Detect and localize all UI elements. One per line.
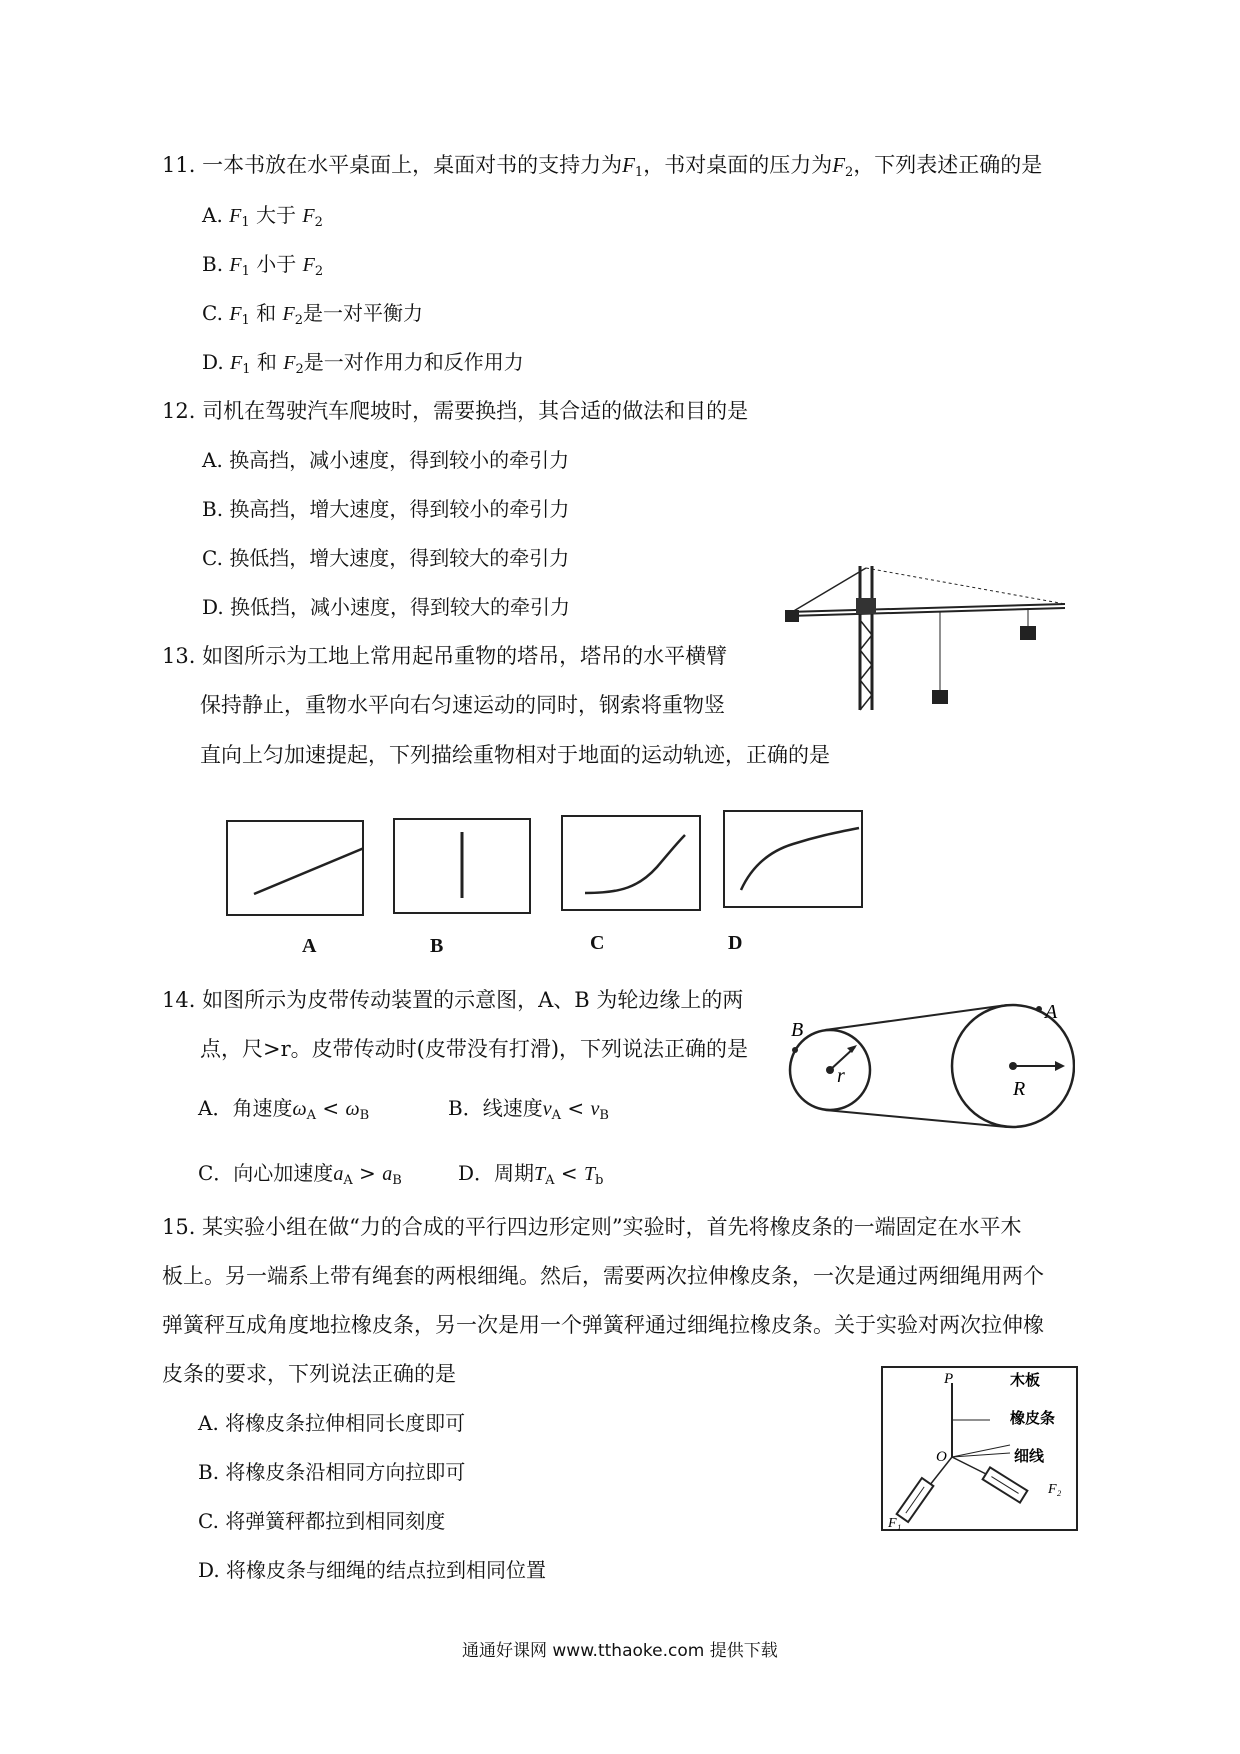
label-f1: F₁ [888, 1516, 902, 1531]
point-label-p: P [944, 1371, 954, 1387]
q14-option-d: D．周期$T_A < T_b$ [458, 1161, 604, 1188]
q14-option-b: B．线速度$v_A < v_B$ [448, 1096, 609, 1123]
trajectory-label-d: D [728, 932, 743, 954]
q11-option-b: B. $F_1$ 小于 $F_2$ [202, 252, 324, 279]
q11-option-d: D. $F_1$ 和 $F_2$是一对作用力和反作用力 [202, 350, 524, 377]
q12-option-b: B. 换高挡，增大速度，得到较小的牵引力 [202, 497, 570, 521]
q12-option-a: A. 换高挡，减小速度，得到较小的牵引力 [202, 448, 570, 472]
q14-option-a: A．角速度$\omega_A < \omega_B$ [198, 1096, 370, 1123]
q15-option-a: A. 将橡皮条拉伸相同长度即可 [198, 1411, 466, 1435]
label-board: 木板 [1010, 1373, 1041, 1389]
q13-line-3: 直向上匀加速提起，下列描绘重物相对于地面的运动轨迹，正确的是 [200, 743, 830, 767]
q15-option-d: D. 将橡皮条与细绳的结点拉到相同位置 [198, 1558, 547, 1582]
q11-option-c: C. $F_1$ 和 $F_2$是一对平衡力 [202, 301, 424, 328]
radius-label-r: r [837, 1065, 845, 1087]
trajectory-figure-c [561, 815, 701, 911]
trajectory-figure-d [723, 810, 863, 908]
footer-source: 通通好课网 www.tthaoke.com 提供下载 [462, 1641, 778, 1661]
q14-line-2: 点，尺>r。皮带传动时(皮带没有打滑)，下列说法正确的是 [200, 1037, 749, 1061]
tower-crane-illustration [780, 560, 1070, 720]
label-string: 细线 [1014, 1449, 1045, 1465]
q12-stem: 12. 司机在驾驶汽车爬坡时，需要换挡，其合适的做法和目的是 [162, 399, 749, 423]
q15-line-1: 15. 某实验小组在做“力的合成的平行四边形定则”实验时，首先将橡皮条的一端固定在水平木 [162, 1215, 1022, 1239]
radius-label-R: R [1013, 1078, 1026, 1100]
trajectory-figure-a [226, 820, 364, 916]
q12-option-d: D. 换低挡，减小速度，得到较大的牵引力 [202, 595, 571, 619]
q13-line-1: 13. 如图所示为工地上常用起吊重物的塔吊，塔吊的水平横臂 [162, 644, 728, 668]
q14-option-c: C．向心加速度$a_A > a_B$ [198, 1161, 402, 1188]
q15-line-2: 板上。另一端系上带有绳套的两根细绳。然后，需要两次拉伸橡皮条，一次是通过两细绳用两个 [162, 1264, 1044, 1288]
q13-line-2: 保持静止，重物水平向右匀速运动的同时，钢索将重物竖 [200, 693, 725, 717]
trajectory-label-c: C [590, 932, 605, 954]
q15-option-b: B. 将橡皮条沿相同方向拉即可 [198, 1460, 466, 1484]
label-rubber-band: 橡皮条 [1010, 1411, 1056, 1427]
trajectory-figure-b [393, 818, 531, 914]
label-f2: F₂ [1048, 1482, 1062, 1497]
point-label-o: O [936, 1449, 947, 1465]
q11-option-a: A. $F_1$ 大于 $F_2$ [202, 203, 323, 230]
q15-option-c: C. 将弹簧秤都拉到相同刻度 [198, 1509, 446, 1533]
q15-line-3: 弹簧秤互成角度地拉橡皮条，另一次是用一个弹簧秤通过细绳拉橡皮条。关于实验对两次拉伸橡 [162, 1313, 1044, 1337]
trajectory-label-a: A [302, 935, 317, 957]
force-experiment-figure [880, 1365, 1080, 1535]
trajectory-label-b: B [430, 935, 444, 957]
belt-drive-figure [785, 1000, 1075, 1130]
q12-option-c: C. 换低挡，增大速度，得到较大的牵引力 [202, 546, 570, 570]
q14-line-1: 14. 如图所示为皮带传动装置的示意图，A、B 为轮边缘上的两 [162, 988, 744, 1012]
q11-stem: 11. 一本书放在水平桌面上，桌面对书的支持力为$F_1$，书对桌面的压力为$F_2$，下列表述正确的是 [162, 153, 1043, 180]
point-label-a: A [1045, 1001, 1058, 1023]
point-label-b: B [791, 1019, 804, 1041]
q15-line-4: 皮条的要求，下列说法正确的是 [162, 1362, 456, 1386]
